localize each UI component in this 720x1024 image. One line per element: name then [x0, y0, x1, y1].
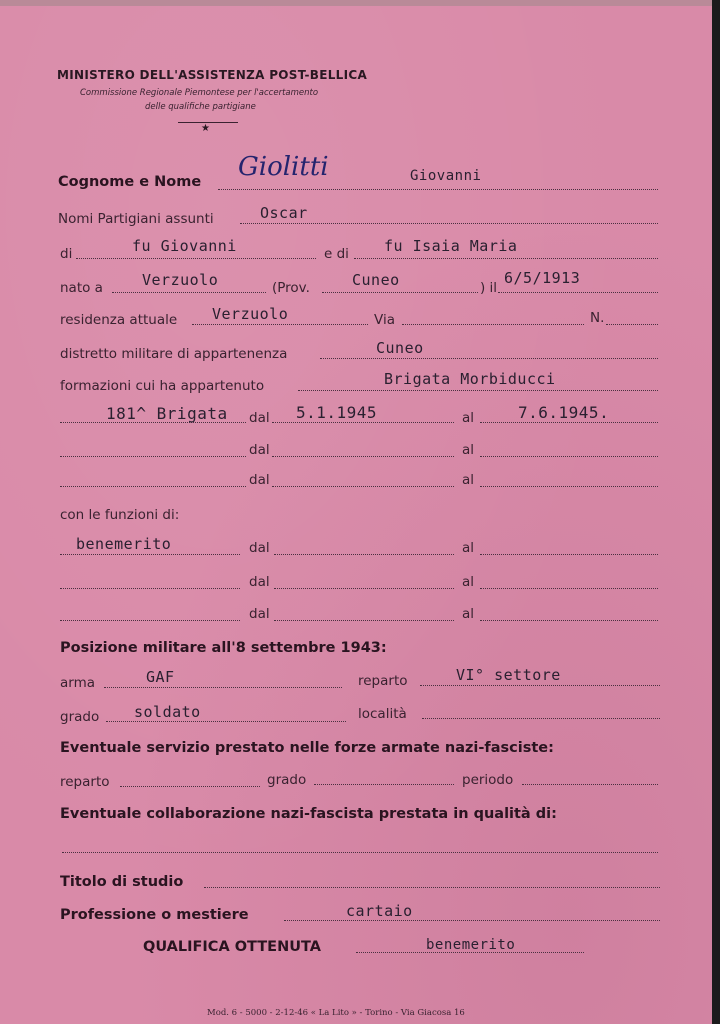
label-professione: Professione o mestiere [60, 907, 249, 923]
line-nomi-partigiani [240, 223, 658, 224]
label-servizio: Eventuale servizio prestato nelle forze armate nazi-fasciste: [60, 740, 554, 756]
line-cognome-nome [218, 189, 658, 190]
line-reparto-2 [120, 786, 260, 787]
label-dal-1: dal [249, 410, 270, 426]
line-brigata-2 [60, 456, 246, 457]
line-grado-2 [314, 784, 454, 785]
label-al-3: al [462, 472, 475, 488]
label-dal-4: dal [249, 540, 270, 556]
label-titolo-studio: Titolo di studio [60, 874, 184, 890]
commission-line1: Commissione Regionale Piemontese per l'accertamento [80, 88, 319, 98]
line-dal-1 [272, 422, 454, 423]
label-reparto-1: reparto [358, 673, 408, 689]
label-posizione-militare: Posizione militare all'8 settembre 1943: [60, 640, 387, 656]
ministry-title: MINISTERO DELL'ASSISTENZA POST-BELLICA [57, 68, 368, 82]
value-nome: Giovanni [410, 168, 482, 184]
label-di: di [60, 246, 73, 262]
label-dal-6: dal [249, 606, 270, 622]
line-titolo-studio [204, 887, 660, 888]
label-grado-1: grado [60, 709, 100, 725]
line-collaborazione [62, 852, 658, 853]
label-al-4: al [462, 540, 475, 556]
value-qualifica: benemerito [426, 937, 516, 953]
line-dal-4 [274, 554, 454, 555]
label-dal-3: dal [249, 472, 270, 488]
line-reparto-1 [420, 685, 660, 686]
line-prov [322, 292, 478, 293]
label-dal-2: dal [249, 442, 270, 458]
line-dal-3 [272, 486, 454, 487]
value-funzione: benemerito [76, 535, 172, 553]
value-formazione: Brigata Morbiducci [384, 370, 556, 388]
label-dal-5: dal [249, 574, 270, 590]
line-professione [284, 920, 660, 921]
value-madre: fu Isaia Maria [384, 237, 518, 255]
value-padre: fu Giovanni [132, 237, 237, 255]
label-e-di: e di [324, 246, 349, 262]
star-icon: ★ [201, 123, 210, 134]
value-arma: GAF [146, 668, 175, 686]
line-data-nascita [498, 292, 658, 293]
line-localita [422, 718, 660, 719]
line-nato-a [112, 292, 266, 293]
label-al-2: al [462, 442, 475, 458]
label-nato-a: nato a [60, 280, 103, 296]
label-periodo: periodo [462, 772, 514, 788]
line-grado-1 [106, 721, 346, 722]
label-formazioni: formazioni cui ha appartenuto [60, 378, 265, 394]
label-prov: (Prov. [272, 280, 310, 296]
line-distretto [320, 358, 658, 359]
label-localita: località [358, 706, 407, 722]
line-dal-5 [274, 588, 454, 589]
value-brigata: 181^ Brigata [106, 404, 228, 423]
line-al-6 [480, 620, 658, 621]
value-al-1: 7.6.1945. [518, 403, 610, 422]
label-nomi-partigiani: Nomi Partigiani assunti [58, 211, 214, 227]
label-via: Via [374, 312, 395, 328]
line-funzione-1 [60, 554, 240, 555]
line-formazioni [298, 390, 658, 391]
label-il: ) il [480, 280, 498, 296]
label-n: N. [590, 310, 605, 326]
value-dal-1: 5.1.1945 [296, 403, 378, 422]
label-qualifica: QUALIFICA OTTENUTA [143, 939, 321, 955]
value-nato-a: Verzuolo [142, 271, 219, 289]
line-al-2 [480, 456, 658, 457]
line-brigata-3 [60, 486, 246, 487]
label-al-6: al [462, 606, 475, 622]
commission-line2: delle qualifiche partigiane [145, 102, 256, 112]
line-via [402, 324, 584, 325]
line-funzione-2 [60, 588, 240, 589]
signature-cognome: Giolitti [238, 152, 329, 182]
label-collaborazione: Eventuale collaborazione nazi-fascista prestata in qualità di: [60, 806, 557, 822]
line-al-1 [480, 422, 658, 423]
value-grado: soldato [134, 703, 201, 721]
line-funzione-3 [60, 620, 240, 621]
label-al-5: al [462, 574, 475, 590]
value-nomi-partigiani: Oscar [260, 204, 308, 222]
label-residenza: residenza attuale [60, 312, 178, 328]
value-distretto: Cuneo [376, 339, 424, 357]
line-al-5 [480, 588, 658, 589]
line-al-4 [480, 554, 658, 555]
line-dal-6 [274, 620, 454, 621]
value-prov: Cuneo [352, 271, 400, 289]
label-al-1: al [462, 410, 475, 426]
line-al-3 [480, 486, 658, 487]
line-padre [76, 258, 316, 259]
footer-print-info: Mod. 6 - 5000 - 2-12-46 « La Lito » - Torino - Via Giacosa 16 [207, 1008, 465, 1018]
label-cognome-nome: Cognome e Nome [58, 174, 202, 190]
value-residenza: Verzuolo [212, 305, 289, 323]
label-arma: arma [60, 675, 96, 691]
label-grado-2: grado [267, 772, 307, 788]
line-dal-2 [272, 456, 454, 457]
line-residenza [192, 324, 368, 325]
line-n [606, 324, 658, 325]
line-madre [354, 258, 658, 259]
label-funzioni: con le funzioni di: [60, 507, 180, 523]
line-periodo [522, 784, 658, 785]
value-reparto: VI° settore [456, 666, 561, 684]
line-arma [104, 687, 342, 688]
value-data-nascita: 6/5/1913 [504, 269, 581, 287]
value-professione: cartaio [346, 902, 413, 920]
label-reparto-2: reparto [60, 774, 110, 790]
label-distretto: distretto militare di appartenenza [60, 346, 288, 362]
